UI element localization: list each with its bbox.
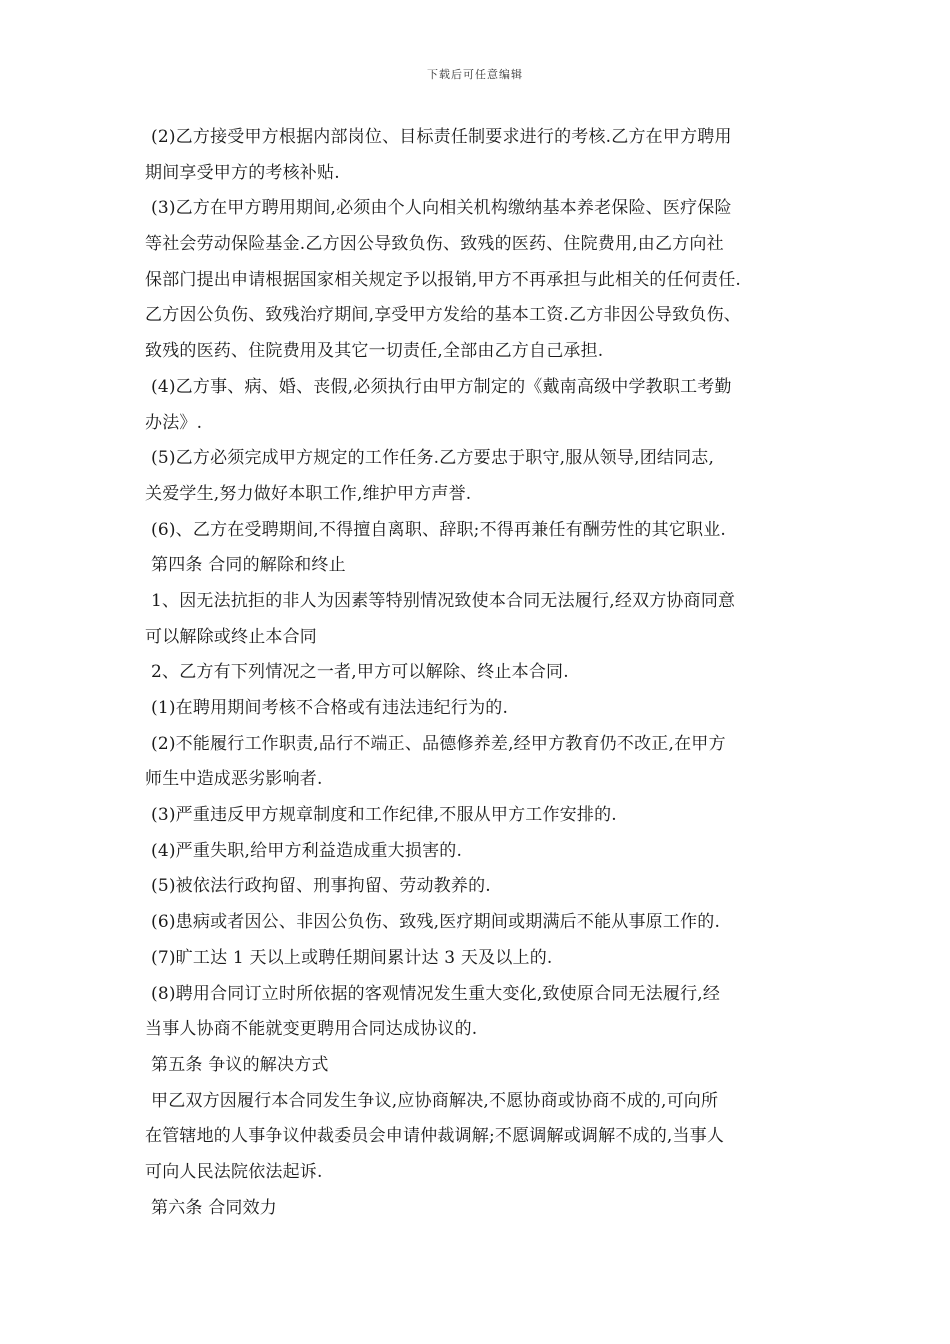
text-line: 保部门提出申请根据国家相关规定予以报销,甲方不再承担与此相关的任何责任. <box>145 269 742 290</box>
text-line: 致残的医药、住院费用及其它一切责任,全部由乙方自己承担. <box>145 341 604 362</box>
text-line: (4)乙方事、病、婚、丧假,必须执行由甲方制定的《戴南高级中学教职工考勤 <box>151 376 732 397</box>
text-line: (3)严重违反甲方规章制度和工作纪律,不服从甲方工作安排的. <box>151 805 617 826</box>
document-body <box>145 122 815 1228</box>
text-line: (5)被依法行政拘留、刑事拘留、劳动教养的. <box>151 876 491 897</box>
text-line: (6)、乙方在受聘期间,不得擅自离职、辞职;不得再兼任有酬劳性的其它职业. <box>151 519 727 540</box>
text-line: 乙方因公负伤、致残治疗期间,享受甲方发给的基本工资.乙方非因公导致负伤、 <box>145 305 742 326</box>
text-line: (7)旷工达 1 天以上或聘任期间累计达 3 天及以上的. <box>151 947 553 968</box>
text-line: 等社会劳动保险基金.乙方因公导致负伤、致残的医药、住院费用,由乙方向社 <box>145 234 724 255</box>
text-line: (1)在聘用期间考核不合格或有违法违纪行为的. <box>151 698 509 718</box>
text-line: (2)乙方接受甲方根据内部岗位、目标责任制要求进行的考核.乙方在甲方聘用 <box>151 127 732 147</box>
text-line: 可以解除或终止本合同 <box>145 626 317 647</box>
text-line: (4)严重失职,给甲方利益造成重大损害的. <box>151 840 463 861</box>
text-line: 期间享受甲方的考核补贴. <box>145 162 340 183</box>
text-line: (2)不能履行工作职责,品行不端正、品德修养差,经甲方教育仍不改正,在甲方 <box>151 733 726 754</box>
text-line: 第四条 合同的解除和终止 <box>151 555 346 576</box>
text-line: 办法》. <box>145 412 203 433</box>
text-line: 师生中造成恶劣影响者. <box>145 769 323 790</box>
text-line: (3)乙方在甲方聘用期间,必须由个人向相关机构缴纳基本养老保险、医疗保险 <box>151 198 732 219</box>
text-line: 当事人协商不能就变更聘用合同达成协议的. <box>145 1019 478 1040</box>
text-line: 在管辖地的人事争议仲裁委员会申请仲裁调解;不愿调解或调解不成的,当事人 <box>145 1126 725 1147</box>
text-line: 第五条 争议的解决方式 <box>151 1054 329 1075</box>
text-line: 2、乙方有下列情况之一者,甲方可以解除、终止本合同. <box>151 662 569 683</box>
text-line: 甲乙双方因履行本合同发生争议,应协商解决,不愿协商或协商不成的,可向所 <box>151 1090 719 1111</box>
text-line: 可向人民法院依法起诉. <box>145 1161 323 1182</box>
text-line: (8)聘用合同订立时所依据的客观情况发生重大变化,致使原合同无法履行,经 <box>151 983 721 1004</box>
text-line: 第六条 合同效力 <box>151 1197 278 1218</box>
text-line: (6)患病或者因公、非因公负伤、致残,医疗期间或期满后不能从事原工作的. <box>151 912 721 933</box>
text-line: 关爱学生,努力做好本职工作,维护甲方声誉. <box>145 483 472 504</box>
page-header: 下载后可任意编辑 <box>427 68 523 81</box>
text-line: (5)乙方必须完成甲方规定的工作任务.乙方要忠于职守,服从领导,团结同志, <box>151 448 715 469</box>
text-line: 1、因无法抗拒的非人为因素等特别情况致使本合同无法履行,经双方协商同意 <box>151 590 736 611</box>
